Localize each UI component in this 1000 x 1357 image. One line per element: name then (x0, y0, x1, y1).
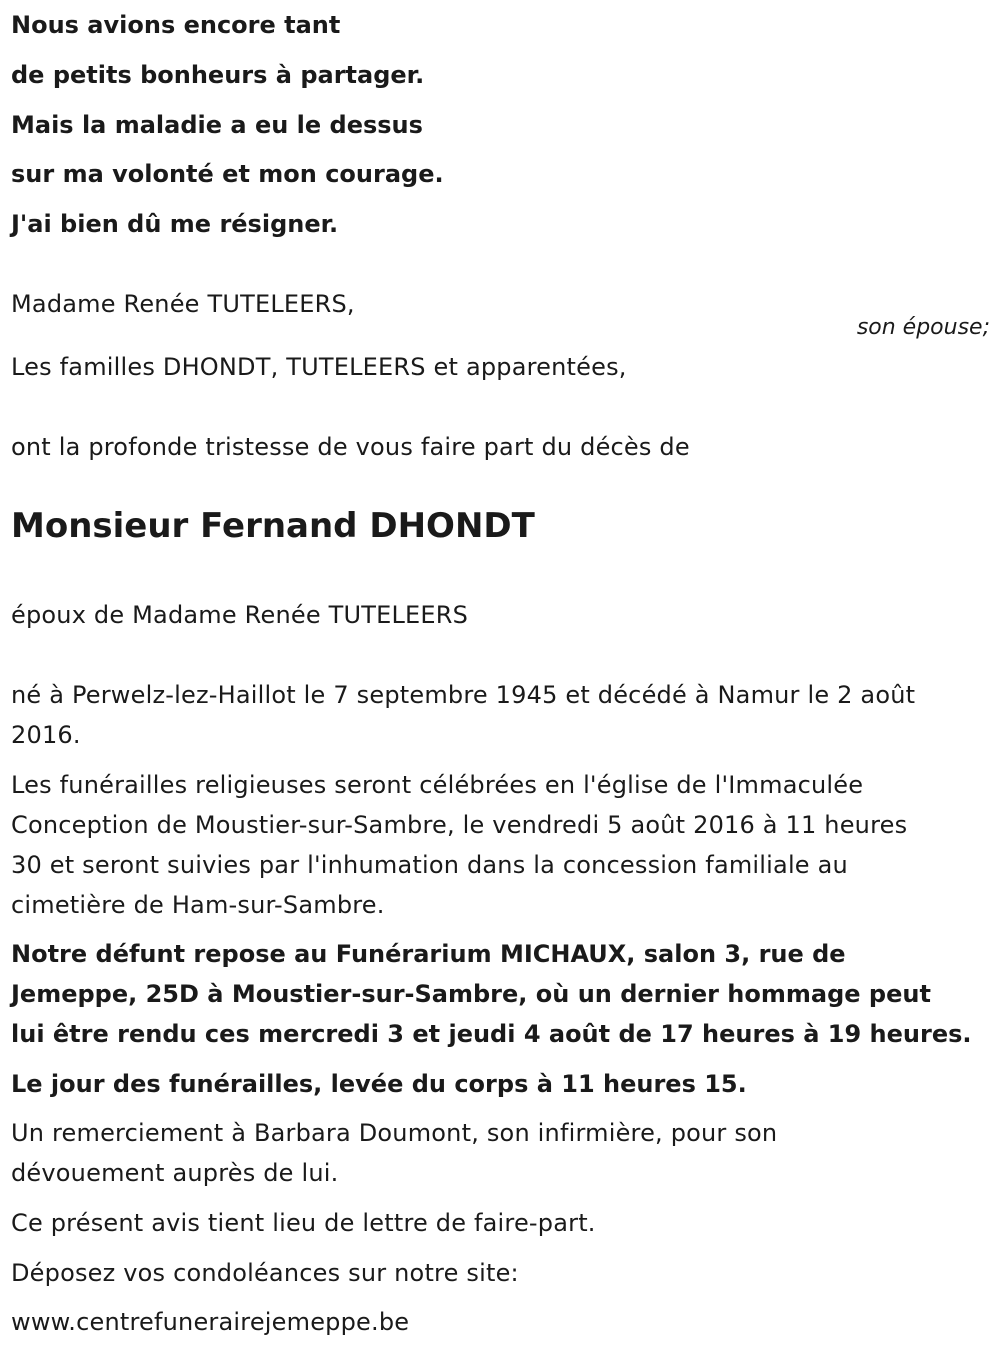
spouse-role: son épouse; (856, 315, 990, 340)
poem-line: Mais la maladie a eu le dessus (11, 111, 423, 139)
funerarium-line: Notre défunt repose au Funérarium MICHAUX, salon 3, rue de (11, 940, 846, 968)
funerarium-line: lui être rendu ces mercredi 3 et jeudi 4 août de 17 heures à 19 heures. (11, 1020, 972, 1048)
families-line: Les familles DHONDT, TUTELEERS et apparentées, (11, 353, 627, 381)
spouse-line: Madame Renée TUTELEERS, (11, 290, 355, 318)
funerarium-line: Jemeppe, 25D à Moustier-sur-Sambre, où un dernier hommage peut (11, 980, 931, 1008)
deceased-spouse-line: époux de Madame Renée TUTELEERS (11, 601, 469, 629)
thanks-line: dévouement auprès de lui. (11, 1159, 339, 1187)
deceased-name: Monsieur Fernand DHONDT (11, 506, 535, 546)
notice-line: Ce présent avis tient lieu de lettre de faire-part. (11, 1209, 596, 1237)
condolences-url: www.centrefunerairejemeppe.be (11, 1308, 410, 1336)
poem-line: de petits bonheurs à partager. (11, 61, 425, 89)
birth-death-line: 2016. (11, 721, 81, 749)
poem-line: Nous avions encore tant (11, 11, 341, 39)
poem-line: J'ai bien dû me résigner. (11, 210, 339, 238)
funeral-line: cimetière de Ham-sur-Sambre. (11, 891, 385, 919)
funeral-line: Conception de Moustier-sur-Sambre, le vendredi 5 août 2016 à 11 heures (11, 811, 908, 839)
thanks-line: Un remerciement à Barbara Doumont, son infirmière, pour son (11, 1119, 778, 1147)
funeral-line: Les funérailles religieuses seront célébrées en l'église de l'Immaculée (11, 771, 864, 799)
levee-line: Le jour des funérailles, levée du corps à 11 heures 15. (11, 1070, 747, 1098)
condolences-label: Déposez vos condoléances sur notre site: (11, 1259, 519, 1287)
birth-death-line: né à Perwelz-lez-Haillot le 7 septembre 1945 et décédé à Namur le 2 août (11, 681, 916, 709)
poem-line: sur ma volonté et mon courage. (11, 160, 444, 188)
funeral-line: 30 et seront suivies par l'inhumation dans la concession familiale au (11, 851, 848, 879)
announcement-line: ont la profonde tristesse de vous faire part du décès de (11, 433, 690, 461)
